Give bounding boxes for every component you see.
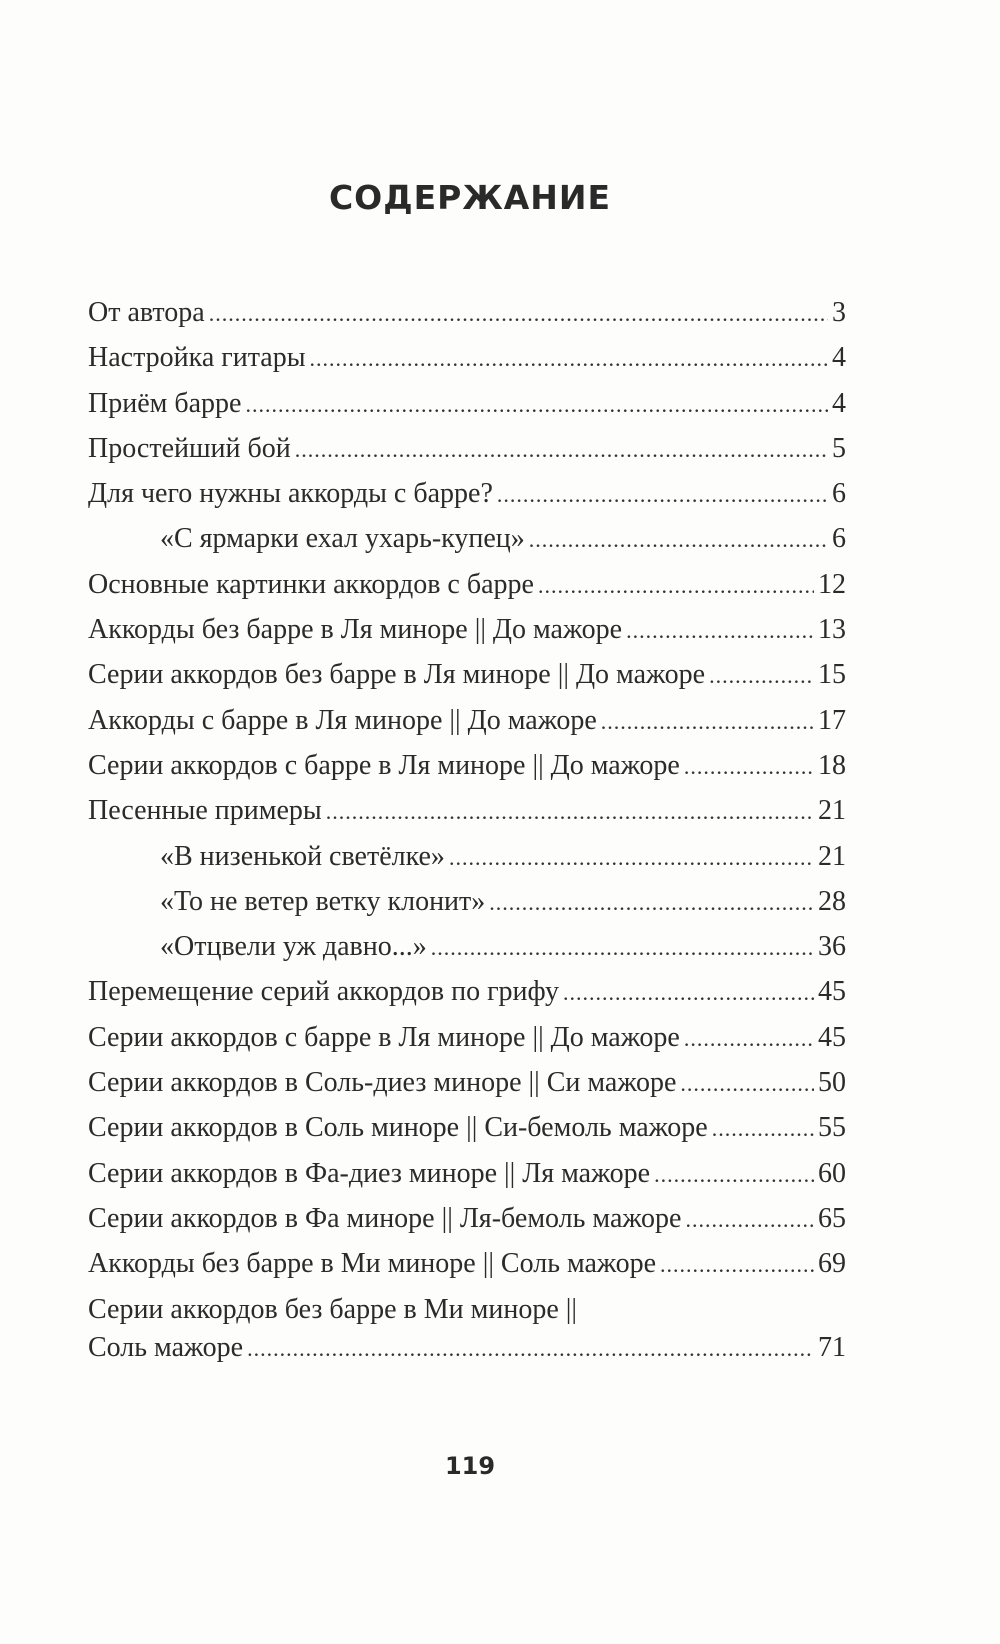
dot-leader (326, 799, 814, 825)
toc-entry-page: 4 (832, 342, 846, 374)
toc-entry-title: Серии аккордов в Соль миноре || Си-бемоль мажоре (88, 1112, 708, 1144)
toc-entry-page: 5 (832, 432, 846, 464)
toc-entry-title: «В низенькой светёлке» (160, 840, 445, 872)
toc-subentry (88, 841, 846, 886)
toc-entry-page: 6 (832, 523, 846, 555)
toc-entry-page: 65 (818, 1202, 846, 1234)
toc-entry-page: 50 (818, 1067, 846, 1099)
dot-leader (247, 1336, 814, 1362)
dot-leader (660, 1252, 814, 1278)
toc-entry (88, 297, 846, 342)
toc-subentry (88, 886, 846, 931)
toc-entry-page: 3 (832, 297, 846, 328)
dot-leader (601, 709, 814, 735)
toc-entry-page: 69 (818, 1248, 846, 1280)
toc-entry-title: Настройка гитары (88, 342, 306, 374)
toc-entry (88, 1112, 846, 1157)
dot-leader (654, 1162, 814, 1188)
toc-entry (88, 976, 846, 1021)
toc-entry (88, 433, 846, 478)
toc-entry-page: 12 (818, 568, 846, 600)
toc-entry-page: 45 (818, 1021, 846, 1053)
toc-entry-title: Серии аккордов без барре в Ля миноре || До мажоре (88, 659, 706, 691)
toc-entry-page: 21 (818, 840, 846, 872)
toc-entry-page: 4 (832, 387, 846, 419)
toc-entry-title: Серии аккордов без барре в Ми миноре || (88, 1293, 577, 1325)
dot-leader (709, 663, 814, 689)
dot-leader (449, 845, 814, 871)
dot-leader (538, 573, 814, 599)
dot-leader (684, 1026, 814, 1052)
toc-entry (88, 659, 846, 704)
toc-entry-page: 45 (818, 976, 846, 1008)
page-number: 119 (444, 1452, 496, 1480)
toc-entry-title: Простейший бой (88, 432, 291, 464)
toc-entry (88, 750, 846, 795)
toc-entry-title: Серии аккордов с барре в Ля миноре || До мажоре (88, 749, 680, 781)
toc-entry-page: 21 (818, 795, 846, 827)
toc-entry-line1 (88, 1294, 846, 1332)
toc-entry-page: 18 (818, 749, 846, 781)
toc-entry (88, 388, 846, 433)
dot-leader (489, 890, 814, 916)
dot-leader (626, 618, 814, 644)
toc-entry-page: 36 (818, 931, 846, 963)
toc-entry-page: 60 (818, 1157, 846, 1189)
toc-entry-page: 13 (818, 614, 846, 646)
toc-entry (88, 795, 846, 840)
toc-entry-title: Перемещение серий аккордов по грифу (88, 976, 559, 1008)
toc-entry (88, 705, 846, 750)
toc-entry-title: Серии аккордов в Фа-диез миноре || Ля мажоре (88, 1157, 651, 1189)
toc-entry-page: 6 (832, 478, 846, 510)
table-of-contents (88, 297, 846, 1377)
toc-entry-page: 28 (818, 885, 846, 917)
toc-entry-title: Аккорды без барре в Ми миноре || Соль мажоре (88, 1248, 657, 1280)
toc-entry-title: «То не ветер ветку клонит» (160, 885, 486, 917)
toc-entry-title: Приём барре (88, 387, 242, 419)
toc-entry-line2 (88, 1332, 846, 1377)
dot-leader (712, 1116, 814, 1142)
toc-entry-title: Серии аккордов с барре в Ля миноре || До мажоре (88, 1021, 680, 1053)
toc-subentry (88, 931, 846, 976)
dot-leader (680, 1071, 814, 1097)
toc-entry (88, 1248, 846, 1293)
toc-entry-title: От автора (88, 297, 205, 328)
toc-entry-title-cont: Соль мажоре (88, 1331, 244, 1363)
toc-entry (88, 1022, 846, 1067)
toc-entry-page: 17 (818, 704, 846, 736)
toc-entry-title: Серии аккордов в Соль-диез миноре || Си мажоре (88, 1067, 677, 1099)
dot-leader (431, 935, 814, 961)
toc-entry-title: Для чего нужны аккорды с барре? (88, 478, 493, 510)
dot-leader (685, 1207, 814, 1233)
toc-entry-title: «Отцвели уж давно...» (160, 931, 427, 963)
toc-entry-title: Аккорды с барре в Ля миноре || До мажоре (88, 704, 597, 736)
toc-entry (88, 569, 846, 614)
toc-entry-title: Основные картинки аккордов с барре (88, 568, 534, 600)
toc-entry (88, 614, 846, 659)
toc-entry (88, 342, 846, 387)
dot-leader (529, 527, 828, 553)
toc-entry (88, 1203, 846, 1248)
toc-entry-page: 15 (818, 659, 846, 691)
toc-entry-title: Серии аккордов в Фа миноре || Ля-бемоль мажоре (88, 1202, 682, 1234)
toc-entry-title: «С ярмарки ехал ухарь-купец» (160, 523, 525, 555)
dot-leader (245, 392, 828, 418)
toc-entry-title: Песенные примеры (88, 795, 322, 827)
toc-entry-page: 55 (818, 1112, 846, 1144)
toc-entry-page: 71 (818, 1331, 846, 1363)
page-title: СОДЕРЖАНИЕ (328, 178, 612, 217)
toc-entry-title: Аккорды без барре в Ля миноре || До мажоре (88, 614, 623, 646)
toc-subentry (88, 523, 846, 568)
toc-entry (88, 1067, 846, 1112)
toc-entry (88, 1158, 846, 1203)
dot-leader (310, 346, 828, 372)
dot-leader (563, 980, 814, 1006)
dot-leader (497, 482, 828, 508)
dot-leader (295, 437, 828, 463)
dot-leader (684, 754, 814, 780)
dot-leader (209, 301, 828, 327)
toc-entry (88, 478, 846, 523)
